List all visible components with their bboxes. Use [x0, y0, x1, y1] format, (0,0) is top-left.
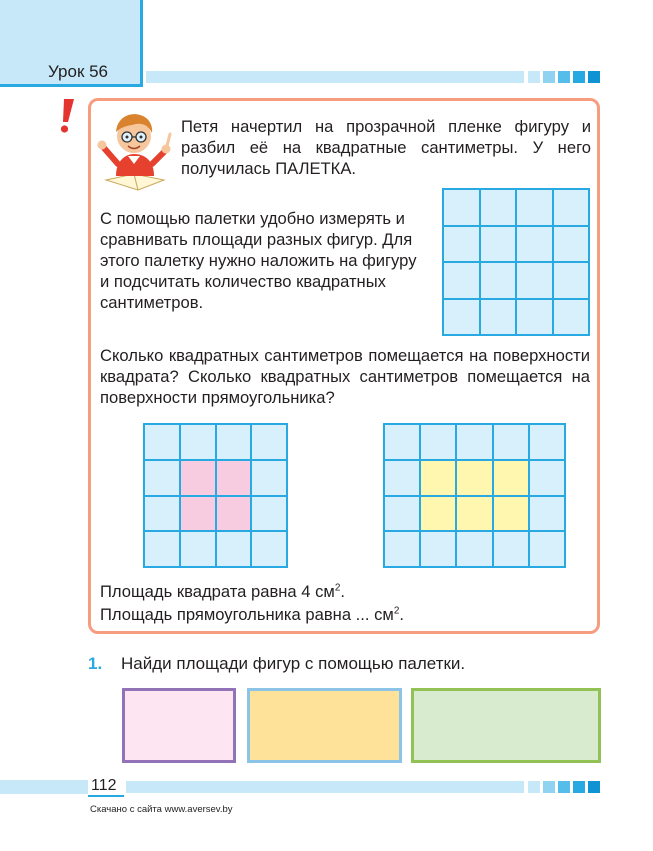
square-example-grid [143, 423, 288, 568]
intro-paragraph: Петя начертил на прозрачной пленке фигуру и разбил её на квадратные сантиметры. У него получилась ПАЛЕТКА. [181, 117, 591, 178]
page-number: 112 [91, 777, 117, 794]
footer-left-band [0, 780, 88, 794]
footer-underline [88, 795, 124, 797]
footer-rule [126, 781, 524, 793]
answers [100, 580, 580, 626]
rectangle-area-answer: Площадь прямоугольника равна ... $см^2$. [100, 605, 404, 624]
question-paragraph: Сколько квадратных сантиметров помещается на поверхности квадрата? Сколько квадратных сантиметров помещается на поверхности прямоугольника? [100, 346, 590, 407]
rectangle-example-grid [383, 423, 566, 568]
lesson-title: Урок 56 [48, 62, 109, 81]
palette-explanation: С помощью палетки удобно измерять и сравнивать площади разных фигур. Для этого палетку нужно наложить на фигуру и подсчитать количество квадратных сантиметров. [100, 209, 417, 312]
square-area-answer: Площадь квадрата равна 4 $см^2$. [100, 582, 345, 601]
pink-rectangle [122, 688, 236, 763]
exercise-text: Найди площади фигур с помощью палетки. [121, 654, 466, 673]
boy-with-book-illustration [92, 106, 178, 196]
source-note: Скачано с сайта www.aversev.by [90, 804, 233, 815]
palette-grid [442, 188, 590, 336]
footer-squares [528, 781, 600, 793]
header-squares [528, 71, 600, 83]
orange-rectangle [247, 688, 402, 763]
exercise-number: 1. [88, 654, 103, 673]
exclamation-icon [56, 98, 78, 134]
header-rule [146, 71, 524, 83]
green-rectangle [411, 688, 601, 763]
header-underline [0, 84, 143, 87]
